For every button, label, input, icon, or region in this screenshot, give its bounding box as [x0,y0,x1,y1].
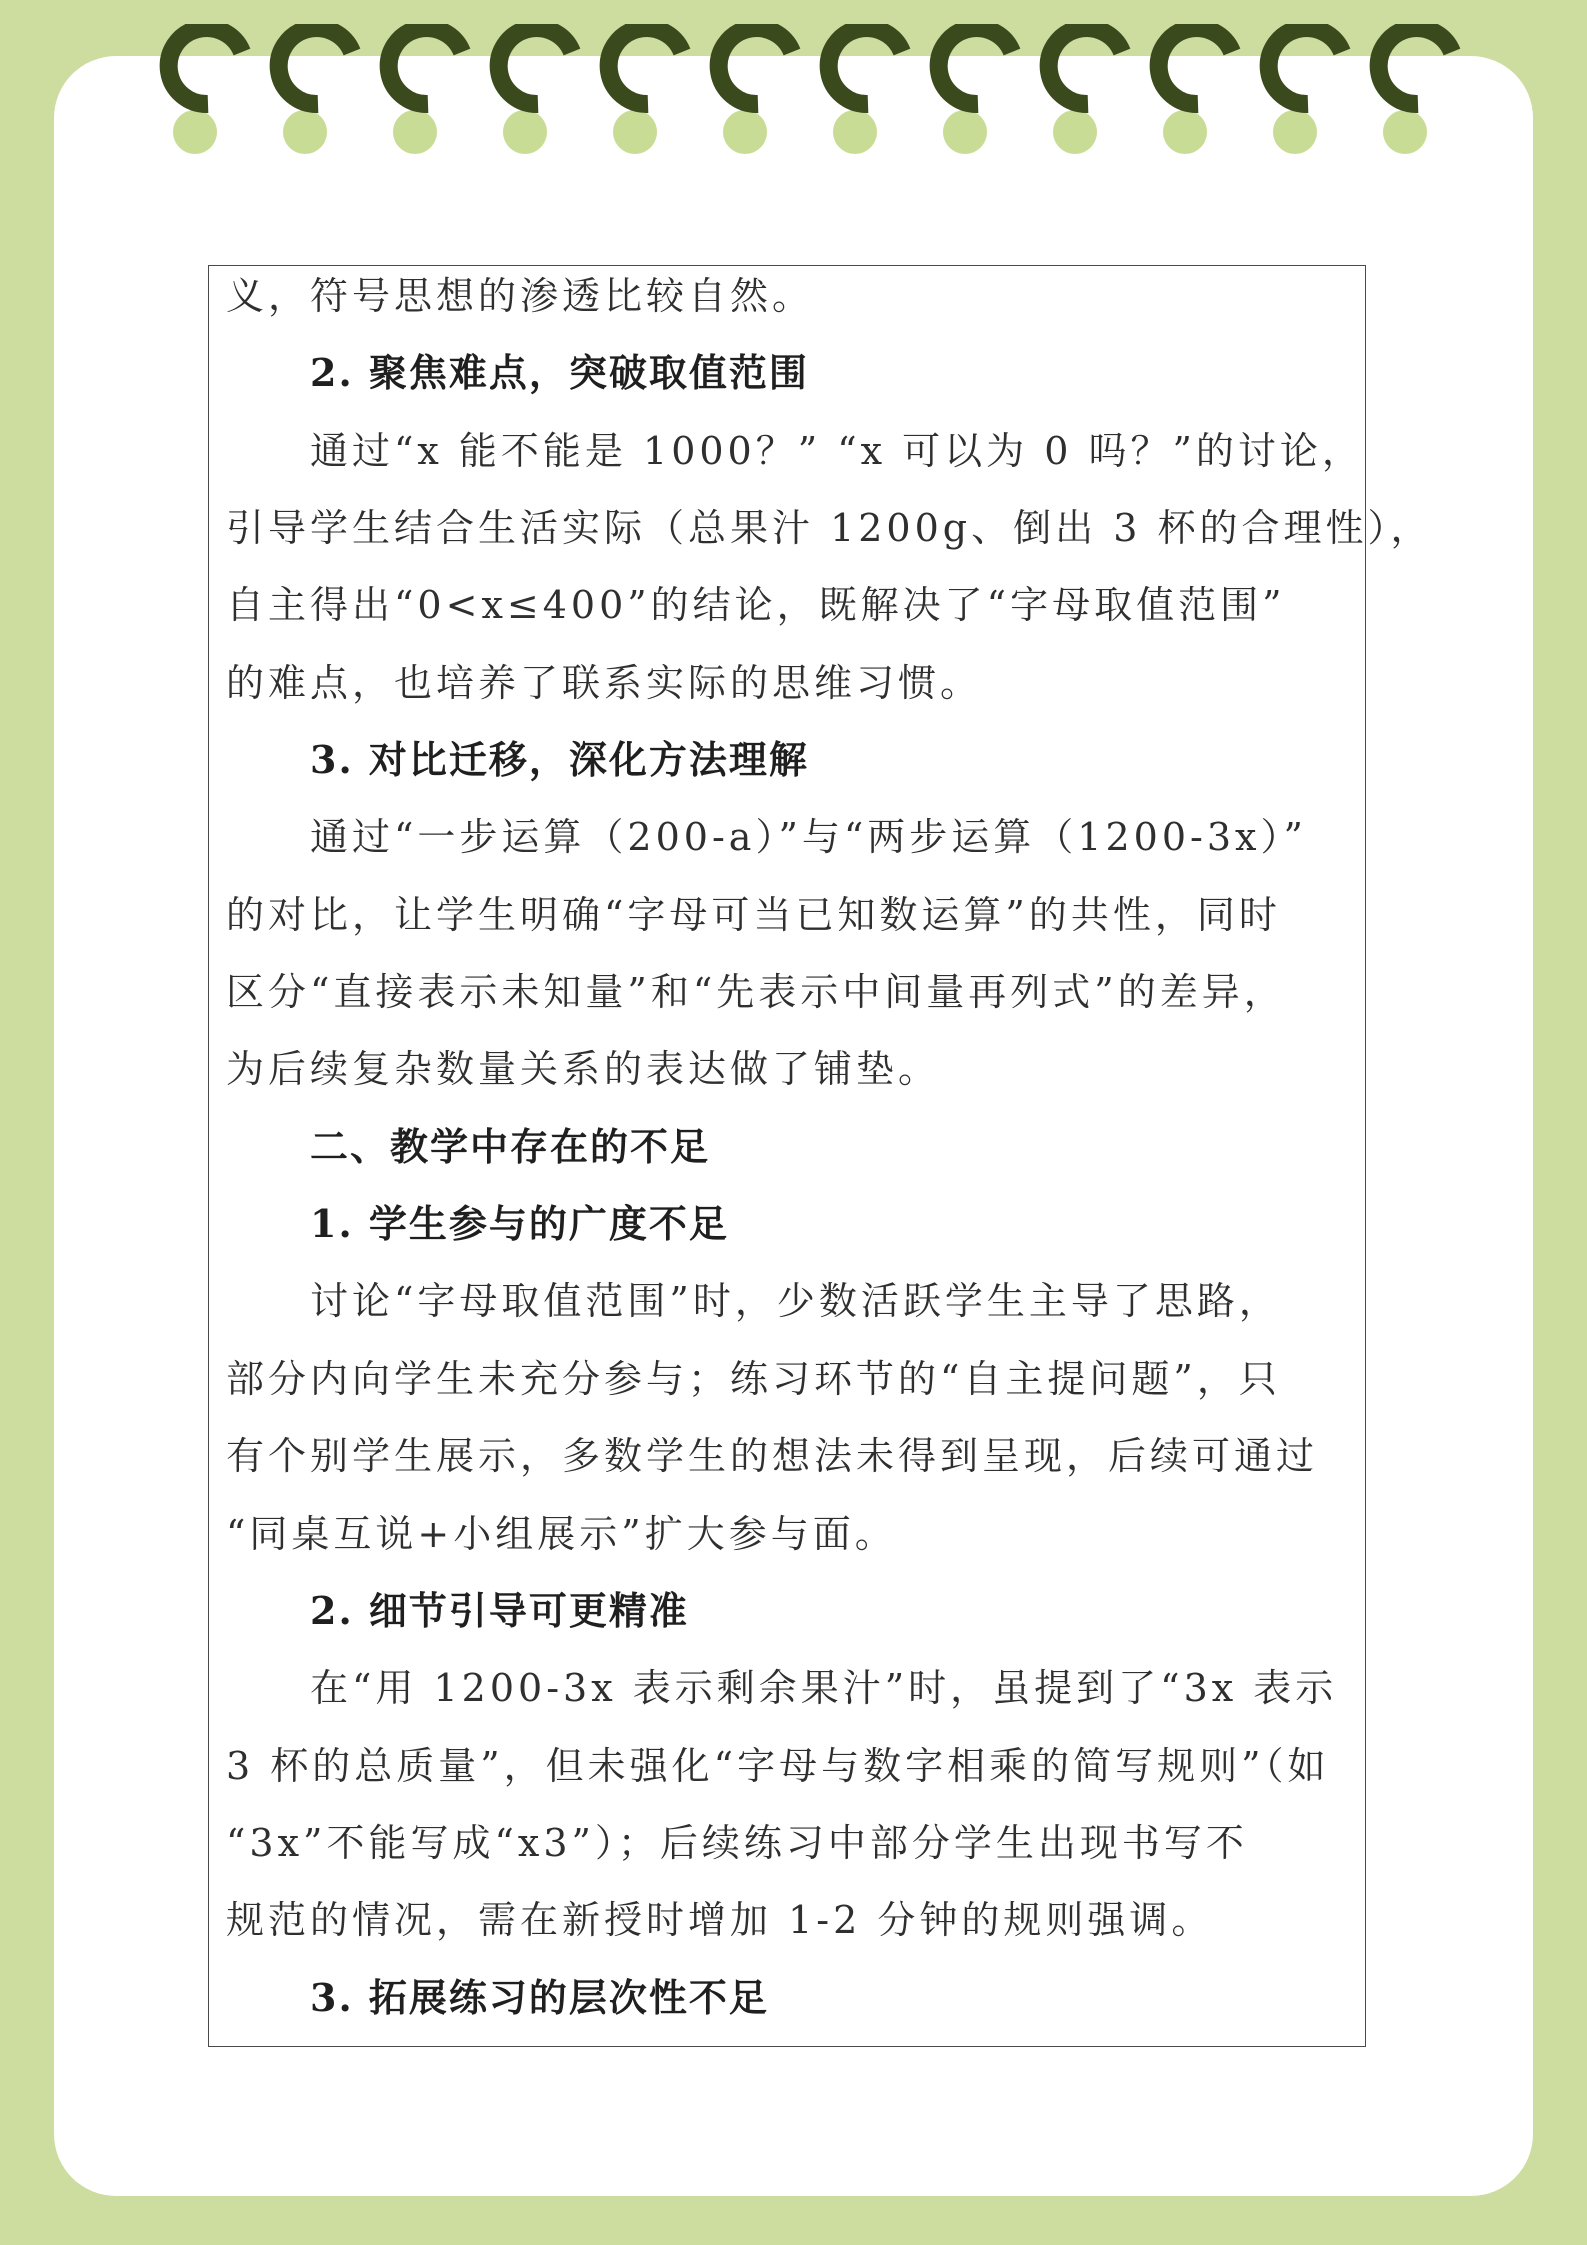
section-heading: 1. 学生参与的广度不足 [310,1201,729,1246]
binder-ring-icon [1360,24,1480,160]
binder-ring-icon [920,24,1040,160]
paragraph-line: “同桌互说+小组展示”扩大参与面。 [226,1512,897,1556]
paragraph-line: 的对比，让学生明确“字母可当已知数运算”的共性，同时 [226,893,1281,937]
binder-rings [0,0,1587,170]
paragraph-line: 讨论“字母取值范围”时，少数活跃学生主导了思路， [310,1279,1281,1323]
paragraph-line: 引导学生结合生活实际（总果汁 1200g、倒出 3 杯的合理性）， [226,506,1433,550]
paragraph-line: 3 杯的总质量”，但未强化“字母与数字相乘的简写规则”（如 [226,1744,1330,1788]
paragraph-line: 义，符号思想的渗透比较自然。 [226,274,815,318]
paragraph-line: 的难点，也培养了联系实际的思维习惯。 [226,661,983,705]
section-heading: 2. 细节引导可更精准 [310,1588,689,1633]
paragraph-line: 部分内向学生未充分参与；练习环节的“自主提问题”，只 [226,1357,1281,1401]
section-heading: 3. 对比迁移，深化方法理解 [310,737,809,782]
paragraph-line: 通过“x 能不能是 1000？” “x 可以为 0 吗？”的讨论， [310,429,1364,473]
paragraph-line: 通过“一步运算（200-a）”与“两步运算（1200-3x）” [310,815,1307,859]
paragraph-line: “3x”不能写成“x3”）；后续练习中部分学生出现书写不 [226,1821,1248,1865]
paragraph-line: 区分“直接表示未知量”和“先表示中间量再列式”的差异， [226,970,1286,1014]
paragraph-line: 规范的情况，需在新授时增加 1-2 分钟的规则强调。 [226,1898,1214,1942]
section-heading: 3. 拓展练习的层次性不足 [310,1975,769,2020]
binder-ring-icon [1250,24,1370,160]
section-heading: 2. 聚焦难点，突破取值范围 [310,350,809,395]
binder-ring-icon [810,24,930,160]
paragraph-line: 为后续复杂数量关系的表达做了铺垫。 [226,1047,941,1091]
paragraph-line: 有个别学生展示，多数学生的想法未得到呈现，后续可通过 [226,1434,1319,1478]
binder-ring-icon [700,24,820,160]
binder-ring-icon [260,24,380,160]
binder-ring-icon [480,24,600,160]
binder-ring-icon [370,24,490,160]
paragraph-line: 自主得出“0<x≤400”的结论，既解决了“字母取值范围” [226,583,1286,627]
binder-ring-icon [150,24,270,160]
section-heading: 二、教学中存在的不足 [310,1124,711,1169]
binder-ring-icon [1030,24,1150,160]
paragraph-line: 在“用 1200-3x 表示剩余果汁”时，虽提到了“3x 表示 [310,1666,1338,1710]
binder-ring-icon [590,24,710,160]
binder-ring-icon [1140,24,1260,160]
